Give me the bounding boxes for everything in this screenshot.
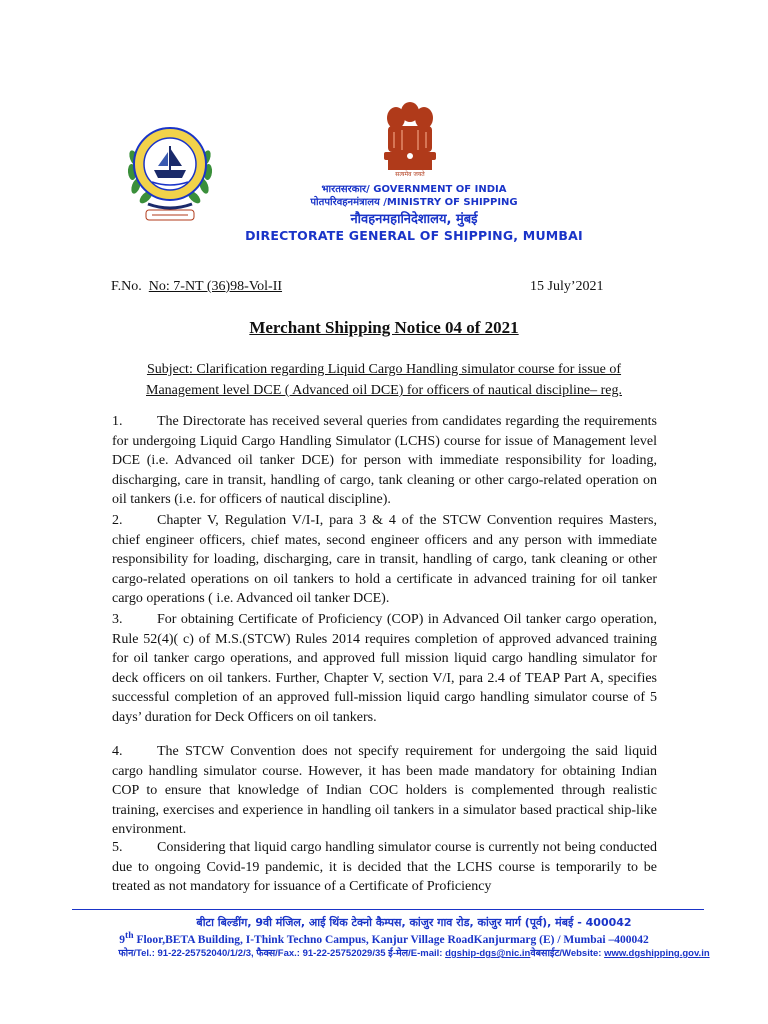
paragraph-text: Considering that liquid cargo handling simulator course is currently not being conducted due to ongoing Covid-19 pandemic, it is decided that the LCHS course is temporarily to be treated as not mandatory for issuance of a Certificate of Proficiency <box>112 840 657 895</box>
emblem-motto: सत्यमेव जयते <box>395 171 425 178</box>
website-label: वेबसाईट/Website: <box>530 948 605 959</box>
paragraph-4 <box>112 742 657 840</box>
email-link[interactable]: dgship-dgs@nic.in <box>445 948 531 959</box>
footer-divider <box>72 909 704 910</box>
address-text: Floor,BETA Building, I-Think Techno Campus, Kanjur Village RoadKanjurmarg (E) / Mumbai –400042 <box>133 933 649 946</box>
paragraph-1 <box>112 412 657 510</box>
file-prefix: F.No. <box>111 279 142 294</box>
footer-address-hindi: बीटा बिल्डींग, 9वी मंजिल, आई थिंक टेक्नो कैम्पस, कांजुर गाव रोड, कांजुर मार्ग (पूर्व), मंबई - 400042 <box>196 916 632 929</box>
notice-subject: Subject: Clarification regarding Liquid Cargo Handling simulator course for issue of Management level DCE ( Advanced oil DCE) for officers of nautical discipline– reg. <box>146 362 622 398</box>
ministry-line: पोतपरिवहनमंत्रालय /MINISTRY OF SHIPPING <box>310 197 518 208</box>
footer-contact <box>30 946 768 959</box>
paragraph-text: The Directorate has received several queries from candidates regarding the requirements for undergoing Liquid Cargo Handling Simulator (LCHS) course for issue of Management level DCE (i.e. Advanced oil tanker DCE) for person with immediate responsibility for loading, discharging, care in transit, handling of cargo, tank cleaning or other cargo-related operation on oil tankers (i.e. for officers of nautical discipline). <box>112 414 657 508</box>
government-line: भारतसरकार/ GOVERNMENT OF INDIA <box>321 184 507 195</box>
paragraph-3 <box>112 610 657 728</box>
notice-title: Merchant Shipping Notice 04 of 2021 <box>249 318 519 337</box>
paragraph-number: 1. <box>112 414 123 429</box>
paragraph-number: 5. <box>112 840 123 855</box>
floor-number: 9 <box>119 933 126 946</box>
directorate-hindi: नौवहनमहानिदेशालय, मुंबई <box>350 212 478 227</box>
paragraph-number: 2. <box>112 513 123 528</box>
website-link[interactable]: www.dgshipping.gov.in <box>604 948 710 959</box>
paragraph-text: For obtaining Certificate of Proficiency (COP) in Advanced Oil tanker cargo operation, Rule 52(4)( c) of M.S.(STCW) Rules 2014 requires completion of approved advanced training for oil tanker cargo operations, and approved full mission liquid cargo handling simulator for deck officers on oil tankers. Further, Chapter V, section V/I, para 2.4 of TEAP Part A, specifies successful completion of an approved full-mission liquid cargo handling simulator course of 5 days’ duration for Deck Officers on oil tankers. <box>112 612 657 725</box>
file-number-line <box>111 279 282 295</box>
contact-numbers: फोन/Tel.: 91-22-25752040/1/2/3, फैक्स/Fax.: 91-22-25752029/35 ई-मेल/E-mail: <box>118 948 446 959</box>
directorate-english: DIRECTORATE GENERAL OF SHIPPING, MUMBAI <box>245 228 583 243</box>
paragraph-number: 4. <box>112 744 123 759</box>
notice-date: 15 July’2021 <box>530 279 604 294</box>
paragraph-text: The STCW Convention does not specify requirement for undergoing the said liquid cargo handling simulator course. However, it has been made mandatory for obtaining Indian COP to ensure that knowledge of Indian COC holders is complemented through realistic training, exercises and experience in handling oil tankers in a simulator based practical ship-like environment. <box>112 744 657 838</box>
paragraph-text: Chapter V, Regulation V/I-I, para 3 & 4 of the STCW Convention requires Masters, chief engineer officers, chief mates, second engineer officers and any person with immediate responsibility for loading, discharging, care in transit, handling of cargo, tank cleaning or other cargo-related operations on oil tankers to hold a certificate in advanced training for oil tanker cargo operations ( i.e. Advanced oil tanker DCE). <box>112 513 657 607</box>
paragraph-5 <box>112 838 657 897</box>
file-number: No: 7-NT (36)98-Vol-II <box>148 279 283 294</box>
floor-suffix: th <box>125 930 134 941</box>
paragraph-2 <box>112 511 657 609</box>
paragraph-number: 3. <box>112 612 123 627</box>
footer-address-english <box>0 930 768 946</box>
